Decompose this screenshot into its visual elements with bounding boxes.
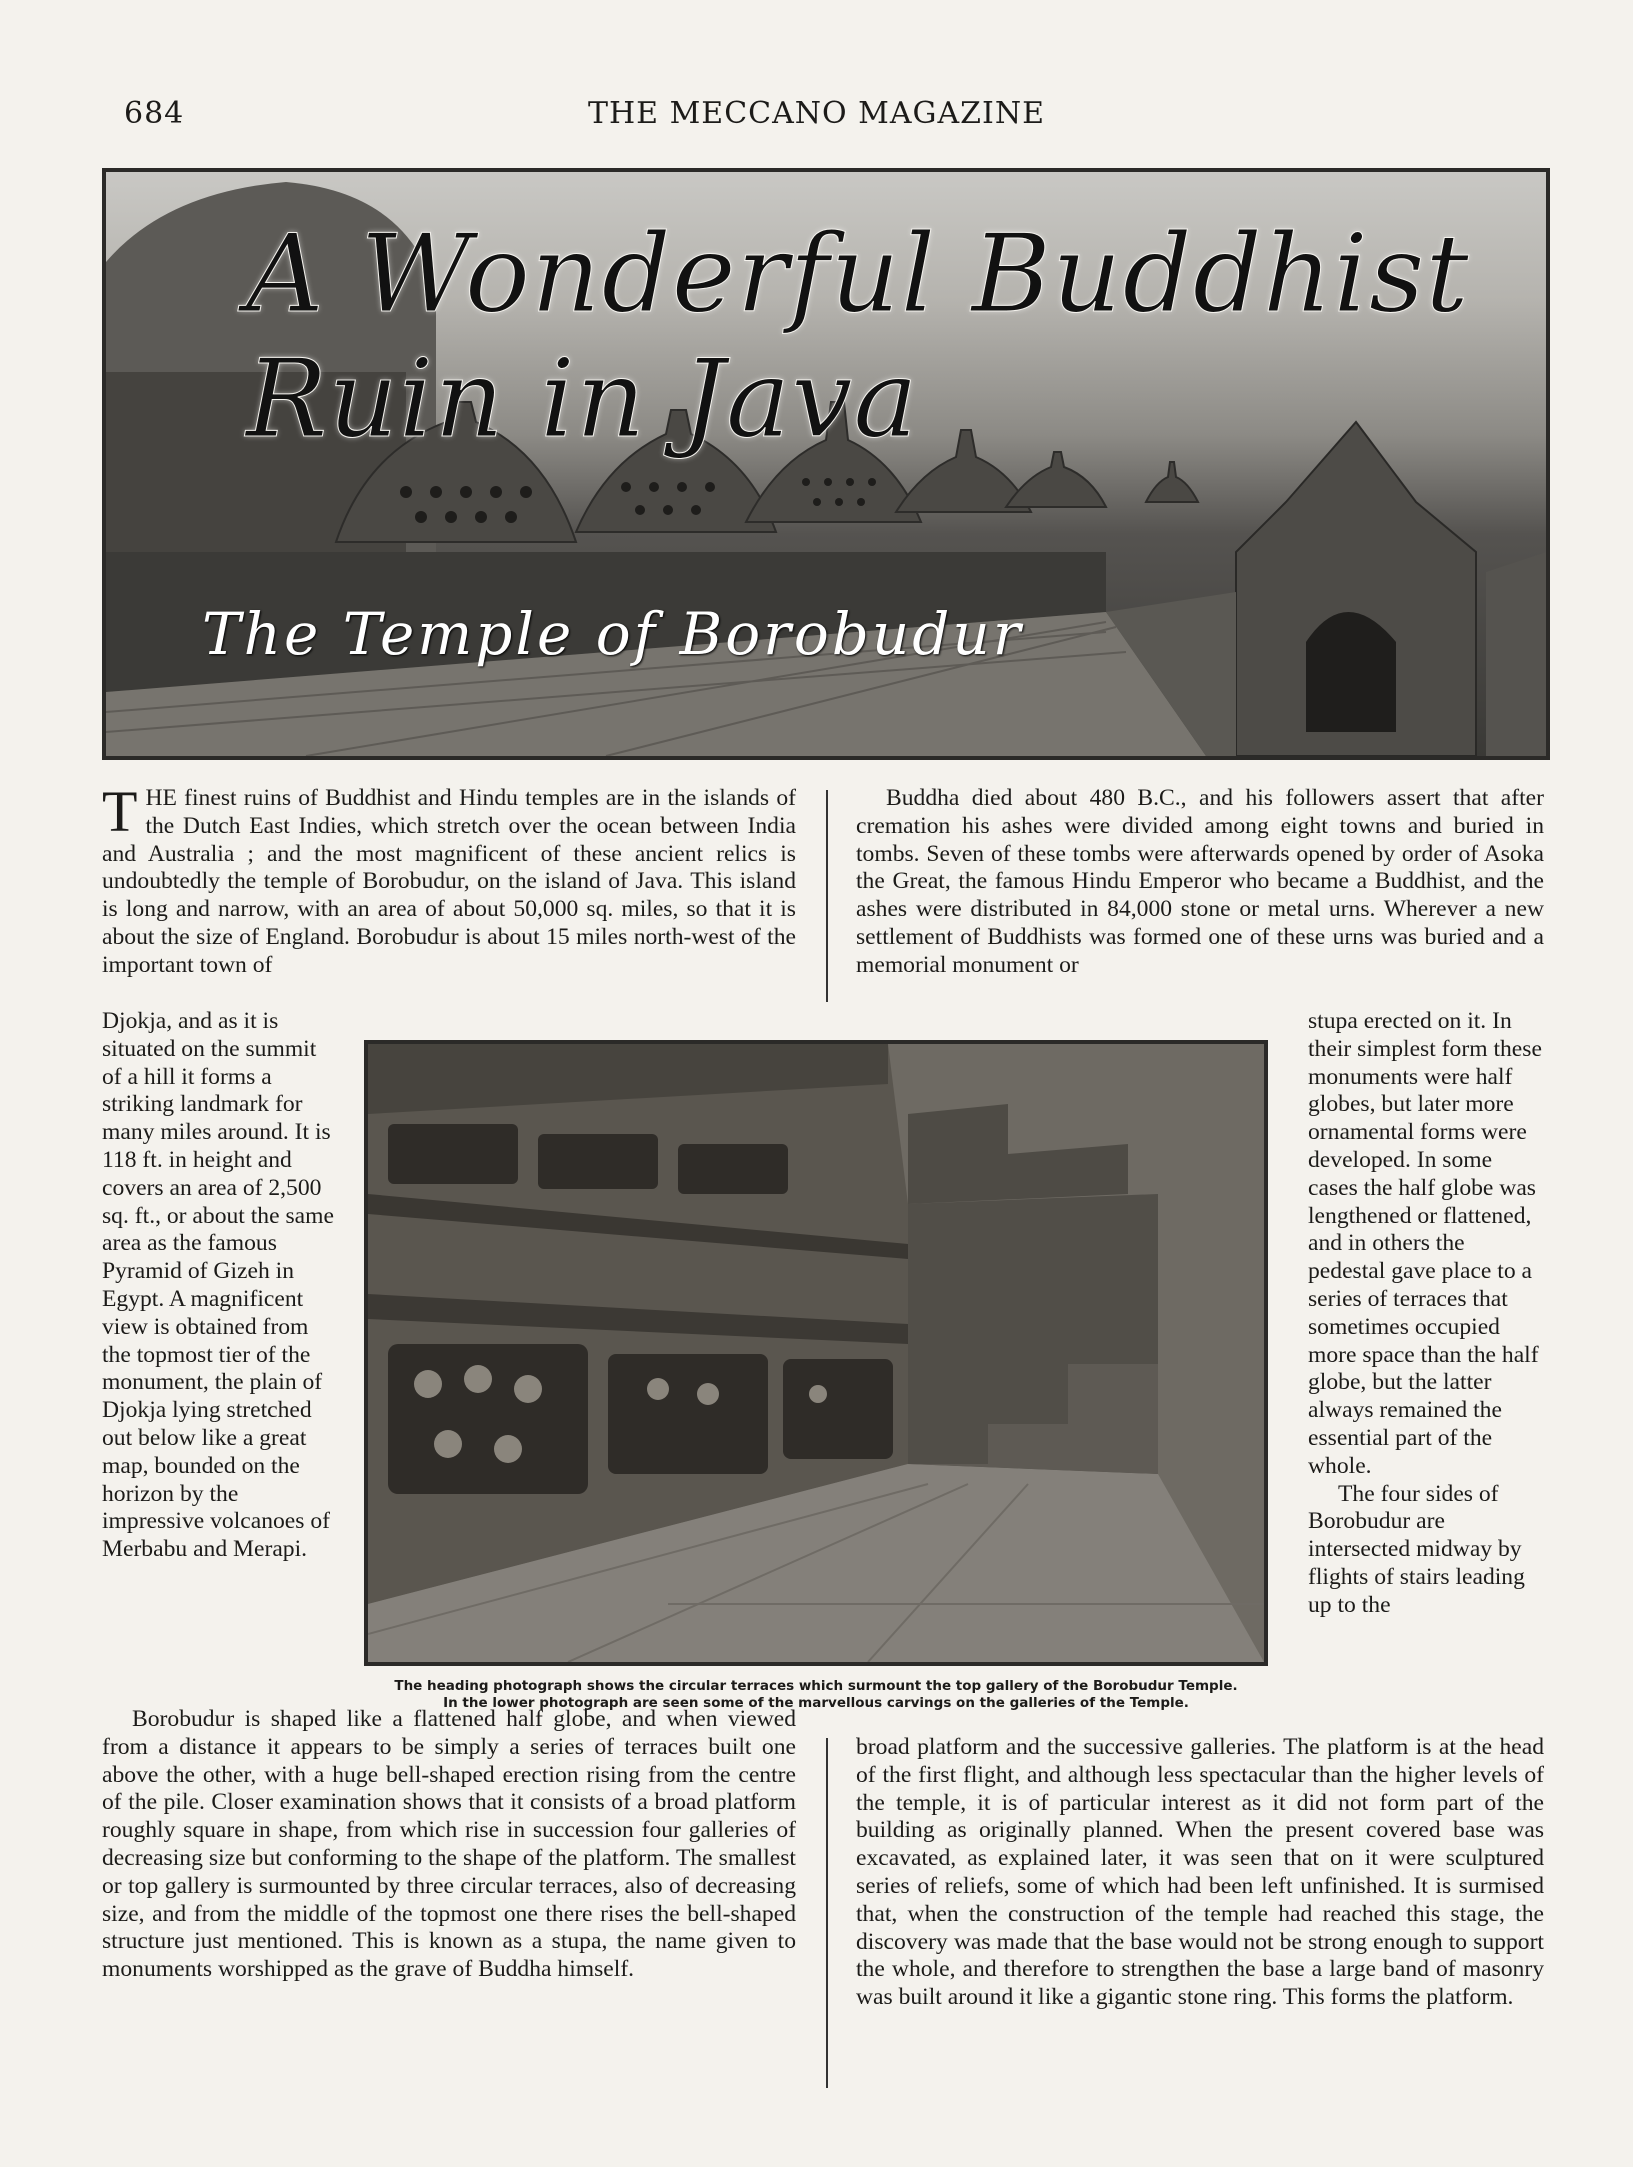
paragraph-borobudur-shape: [102, 1706, 796, 1984]
article-title: A Wonderful Buddhist Ruin in Java: [246, 212, 1470, 462]
paragraph-borobudur-shape-body: shaped like a flattened half globe, and when viewed from a distance it appears to be simply a series of terraces built one above the other, with a huge bell-shaped erection rising from the centre of the pile. Closer examination shows that it consists of a broad platform roughly square in shape, from which rise in succession four galleries of decreasing size but conforming to the shape of the platform. The smallest or top gallery is surmounted by three circular terraces, also of decreasing size, and from the middle of the topmost one there rises the bell-shaped structure just mentioned. This is known as a stupa, the name given to monuments worshipped as the grave of Buddha himself.: [102, 1706, 796, 1983]
paragraph-platform: [856, 1734, 1544, 2012]
paragraph-four-sides-text: The four sides of Borobudur are intersected midway by flights of stairs leading up to the: [1308, 1480, 1525, 1618]
paragraph-intro-text: HE finest ruins of Buddhist and Hindu temples are in the islands of the Dutch East Indies, which stretch over the ocean between India and Australia ; and the most magnificent of these ancient relics is undoubtedly the temple of Borobudur, on the island of Java. This island is long and narrow, with an area of about 50,000 sq. miles, so that it is about the size of England. Borobudur is about 15 miles north-west of the important town of: [102, 785, 796, 978]
paragraph-borobudur-shape-start: Borobudur is: [132, 1706, 261, 1732]
column-rule: [826, 790, 828, 1002]
header-photograph: [102, 168, 1550, 760]
paragraph-intro-continued-text: Djokja, and as it is situated on the summit of a hill it forms a striking landmark for many miles around. It is 118 ft. in height and covers an area of 2,500 sq. ft., or about the same area as the famous Pyramid of Gizeh in Egypt. A magnificent view is obtained from the topmost tier of the monument, the plain of Djokja lying stretched out below like a great map, bounded on the horizon by the impressive volcanoes of Merbabu and Merapi.: [102, 1008, 334, 1563]
article-subtitle: The Temple of Borobudur: [202, 600, 1024, 668]
paragraph-intro: [102, 779, 796, 980]
paragraph-intro-continued: [102, 1008, 335, 1564]
magazine-title: THE MECCANO MAGAZINE: [587, 96, 1046, 131]
paragraph-stupa-text: stupa erected on it. In their simplest form these monuments were half globes, but later more ornamental forms were developed. In some cases the half globe was lengthened or flattened, and in others the pedestal gave place to a series of terraces that sometimes occupied more space than the half globe, but the latter always remained the essential part of the whole.: [1308, 1008, 1542, 1479]
caption-line-2: In the lower photograph are seen some of the marvellous carvings on the galleries of the Temple.: [443, 1695, 1189, 1711]
page-number: 684: [124, 96, 185, 131]
drop-cap: T: [102, 779, 138, 844]
paragraph-borobudur-shape-text: [102, 1706, 796, 1984]
carvings-photograph: [364, 1040, 1268, 1666]
column-rule-lower: [826, 1738, 828, 2088]
paragraph-platform-text: broad platform and the successive galleries. The platform is at the head of the first flight, and although less spectacular than the higher levels of the temple, it is of particular interest as it did not form part of the building as originally planned. When the present covered base was excavated, as explained later, it was seen that on it were sculptured series of reliefs, some of which had been left unfinished. It is surmised that, when the construction of the temple had reached this stage, the discovery was made that the base would not be strong enough to support the whole, and therefore to strengthen the base a large band of masonry was built around it like a gigantic stone ring. This forms the platform.: [856, 1734, 1544, 2011]
gallery-carvings-illustration: [368, 1044, 1264, 1662]
paragraph-stupa: [1308, 1008, 1544, 1620]
paragraph-buddha: [856, 785, 1544, 980]
caption-line-1: The heading photograph shows the circular terraces which surmount the top gallery of the Borobudur Temple.: [394, 1678, 1238, 1694]
paragraph-buddha-text: Buddha died about 480 B.C., and his followers assert that after cremation his ashes were divided among eight towns and buried in tombs. Seven of these tombs were afterwards opened by order of Asoka the Great, the famous Hindu Emperor who became a Buddhist, and the ashes were distributed in 84,000 stone or metal urns. Wherever a new settlement of Buddhists was formed one of these urns was buried and a memorial monument or: [856, 785, 1544, 978]
